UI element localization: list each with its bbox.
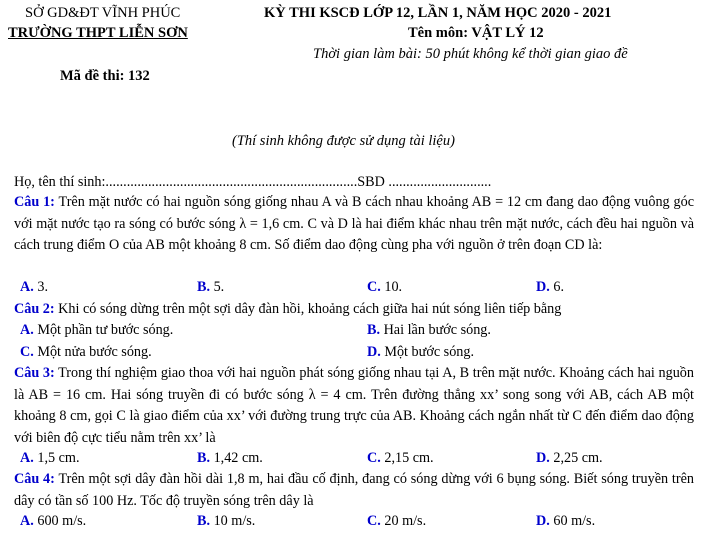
question-4	[14, 469, 694, 512]
question-text: Trên một sợi dây đàn hồi dài 1,8 m, hai đầu cố định, đang có sóng dừng với 6 bụng sóng. Biết sóng truyền trên dây có tần số 100 Hz. Tốc độ truyền sóng trên dây là	[14, 471, 694, 509]
option-2a	[20, 320, 173, 342]
student-info-line: Họ, tên thí sinh:.......................................................................SBD .............................	[14, 174, 492, 190]
option-text: 10 m/s.	[210, 513, 256, 529]
option-text: Một bước sóng.	[380, 344, 475, 360]
question-2	[14, 299, 694, 321]
option-2b	[367, 320, 491, 342]
question-text: Khi có sóng dừng trên một sợi dây đàn hồi, khoảng cách giữa hai nút sóng liên tiếp bằng	[54, 301, 562, 317]
question-label: Câu 4:	[14, 471, 55, 487]
question-label: Câu 2:	[14, 301, 55, 317]
option-label: C.	[20, 344, 34, 360]
option-label: B.	[367, 322, 381, 338]
option-1d	[536, 277, 564, 299]
option-3c	[367, 448, 434, 470]
exam-code: Mã đề thi: 132	[60, 68, 150, 84]
option-2c	[20, 342, 152, 364]
option-label: B.	[197, 513, 211, 529]
option-label: A.	[20, 513, 34, 529]
department-name: SỞ GD&ĐT VĨNH PHÚC	[25, 5, 181, 21]
option-label: C.	[367, 513, 381, 529]
question-1	[14, 192, 694, 257]
option-text: 2,15 cm.	[380, 450, 434, 466]
option-text: 60 m/s.	[549, 513, 596, 529]
option-1b	[197, 277, 224, 299]
question-text: Trong thí nghiệm giao thoa với hai nguồn phát sóng giống nhau tại A, B trên mặt nước. Khoảng cách hai nguồn là AB = 16 cm. Hai sóng truyền đi có bước sóng λ = 4 cm. Trên đường thẳng xx’ song song với AB, cách AB một khoảng 8 cm, gọi C là giao điểm của xx’ với đường trung trực của AB. Khoảng cách ngắn nhất từ C đến điểm dao động với biên độ cực tiểu nằm trên xx’ là	[14, 365, 694, 446]
exam-duration: Thời gian làm bài: 50 phút không kể thời gian giao đề	[313, 46, 628, 62]
school-name: TRƯỜNG THPT LIỄN SƠN	[8, 25, 188, 41]
option-text: 5.	[210, 279, 225, 295]
option-label: D.	[367, 344, 381, 360]
option-label: C.	[367, 279, 381, 295]
option-3d	[536, 448, 603, 470]
option-text: Hai lần bước sóng.	[380, 322, 491, 338]
option-4d	[536, 511, 595, 533]
option-4c	[367, 511, 426, 533]
option-4a	[20, 511, 86, 533]
option-text: Một nửa bước sóng.	[33, 344, 152, 360]
option-text: 3.	[33, 279, 48, 295]
option-text: 6.	[549, 279, 564, 295]
question-3	[14, 363, 694, 449]
option-1a	[20, 277, 48, 299]
option-text: 20 m/s.	[380, 513, 427, 529]
option-3a	[20, 448, 80, 470]
option-label: B.	[197, 450, 211, 466]
option-1c	[367, 277, 402, 299]
option-4b	[197, 511, 255, 533]
option-label: D.	[536, 513, 550, 529]
option-label: D.	[536, 450, 550, 466]
option-2d	[367, 342, 474, 364]
option-text: Một phần tư bước sóng.	[33, 322, 174, 338]
option-label: A.	[20, 279, 34, 295]
option-3b	[197, 448, 263, 470]
option-text: 600 m/s.	[33, 513, 87, 529]
option-label: D.	[536, 279, 550, 295]
option-label: A.	[20, 322, 34, 338]
question-label: Câu 1:	[14, 194, 55, 210]
subject-name: Tên môn: VẬT LÝ 12	[408, 25, 544, 41]
question-label: Câu 3:	[14, 365, 55, 381]
exam-notice: (Thí sinh không được sử dụng tài liệu)	[232, 133, 455, 149]
exam-title: KỲ THI KSCĐ LỚP 12, LẦN 1, NĂM HỌC 2020 - 2021	[264, 5, 612, 21]
option-text: 1,42 cm.	[210, 450, 263, 466]
option-text: 2,25 cm.	[549, 450, 603, 466]
question-text: Trên mặt nước có hai nguồn sóng giống nhau A và B cách nhau khoảng AB = 12 cm đang dao động vuông góc với mặt nước tạo ra sóng có bước sóng λ = 1,6 cm. C và D là hai điểm khác nhau trên mặt nước, cách đều hai nguồn và cách trung điểm O của AB một khoảng 8 cm. Số điểm dao động cùng pha với nguồn ở trên đoạn CD là:	[14, 194, 694, 253]
option-label: B.	[197, 279, 211, 295]
option-text: 10.	[380, 279, 403, 295]
option-text: 1,5 cm.	[33, 450, 80, 466]
option-label: C.	[367, 450, 381, 466]
option-label: A.	[20, 450, 34, 466]
